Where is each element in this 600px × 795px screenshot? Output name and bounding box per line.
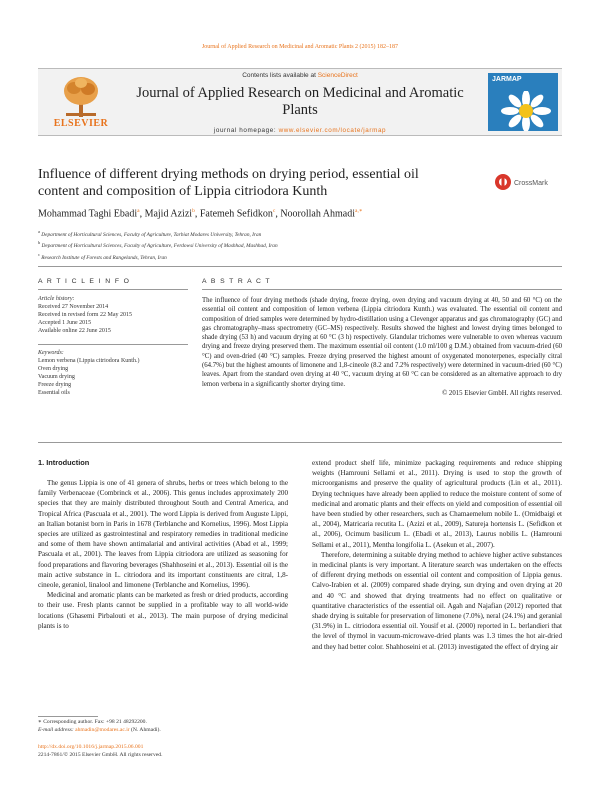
email-link[interactable]: ahmadin@modares.ac.ir xyxy=(75,726,130,733)
history-item: Available online 22 June 2015 xyxy=(38,327,111,334)
paragraph: The genus Lippia is one of 41 genera of shrubs, herbs or trees which belong to the family Verbenaceae (Combrinck et al., 2006). This genus includes approximately 200 species that they are mainly distributed throughout South and Central America, and Tropical Africa (Pascuala et al., 2001). The word Lippia is derived from Auguste Lippi, an Italian botanist born in Paris in 1678 (Terblanche and Kornelius, 1996). Most Lippia species are utilized as gastrointestinal and respiratory remedies in traditional medicine and some of them have shown antimalarial and antiviral activities (Abad et al., 1999; Pascuala et al., 2001). The leaves from Lippia citriodora are utilized as seasoning for food preparations and flavoring beverages (Shahhoseini et al., 2013). Essential oil is the main active substance in L. citriodora and its important constituents are citral, 1,8-cineole, geraniol, linalool and limonene (Terblanche and Kornelius, 1996). xyxy=(38,479,288,590)
body-column-right xyxy=(312,458,562,652)
crossmark-label: CrossMark xyxy=(514,180,548,187)
footnote-rule xyxy=(38,716,98,717)
abstract-text: The influence of four drying methods (shade drying, freeze drying, oven drying and vacuum drying at 40, 50 and 60 °C) on the essential oil content and composition of lemon verbena (Lippia citriodora Kunth.) was evaluated. The essential oil content and composition of dried samples were determined by hydro-distillation using a Clevenger apparatus and gas chromatography (GC) and gas chromatography–mass spectrometry (GC–MS) respectively. Results showed the highest and lowest drying times belonged to shade drying (53 h) and vacuum drying at 60 °C (3 h) respectively. Glandular trichomes were vulnerable to oven whereas vacuum drying and freeze drying preserved them. The maximum essential oil content (1.0 ml/100 g D.M.) obtained from vacuum-dried (60 °C) and oven-dried (40 °C) samples. Freeze drying preserved the highest amount of oxygenated monoterpenes, especially citral (64.7%) but the highest amounts of limonene and 1,8-cineole (8.2 and 7.2% respectively) were determined in vacuum-dried (60 °C) leaves. Apart from the standard oven drying at 40 °C, vacuum drying at 60 °C can be considered as an alternative approach to dry lemon verbena in a significantly shorter drying time. xyxy=(202,297,562,388)
paragraph: Therefore, determining a suitable drying method to achieve higher active substances in medicinal plants is very important. A literature search was undertaken on the effects of different drying methods on essential oil content and composition of Lippia genus. Calvo-Irabien et al. (2009) compared shade drying, sun drying and oven drying at 20 and 40 °C and showed that drying treatments had no effect on qualitative or quantitative characteristics of the essential oil. Agah and Najafian (2012) reported that shade drying is suitable for preservation of limonene (7.0%), neral (24.1%) and geranial (31.9%) in L. citriodora essential oil. Yousif et al. (2000) reported in L. berlandieri that the level of thymol in vacuum-microwave-dried plants was 1.3 times the hot air-dried and they had better color. Shahhoseini et al. (2013) investigated the effect of drying air xyxy=(312,550,562,651)
journal-title: Journal of Applied Research on Medicinal and Aromatic Plants xyxy=(136,85,464,118)
body-column-left xyxy=(38,478,288,631)
keyword: Essential oils xyxy=(38,389,70,396)
corresponding-note: ∗ Corresponding author. Fax: +98 21 48292200. xyxy=(38,719,147,725)
sciencedirect-link[interactable]: ScienceDirect xyxy=(317,72,358,79)
affiliations xyxy=(38,228,278,262)
paragraph: extend product shelf life, minimize packaging requirements and reduce shipping weights (Hamrouni Sellami et al., 2011). Drying is used to stop the growth of microorganisms and preserve the quality of agricultural products (Lin et al., 2011). Drying techniques have already been applied to reduce the moisture content of some of medicinal and aromatic plants and their effects on yield and composition of essential oil have been studied by other researchers, such as Chamaemelum nobile L. (Omidbaigi et al., 2004), Matricaria recutita L. (Azizi et al., 2009), Satureja hortensis L. (Sefidkon et al., 2006), Ocimum basilicum L. (Ebadi et al., 2013), Laurus nobilis L. (Hamrouni Sellami et al., 2011), Mentha longifolia L. (Asekun et al., 2007). xyxy=(312,459,562,549)
keyword: Freeze drying xyxy=(38,381,72,388)
article-title-text: Influence of different drying methods on drying period, essential oil content and composition of Lippia citriodora Kunth xyxy=(38,167,419,199)
homepage-link[interactable]: www.elsevier.com/locate/jarmap xyxy=(278,127,387,134)
publisher-name: ELSEVIER xyxy=(53,118,109,129)
cover-title: JARMAP xyxy=(492,76,522,83)
homepage-prefix: journal homepage: xyxy=(213,127,279,134)
keywords xyxy=(38,350,139,397)
affiliation: $^b$ Department of Horticultural Sciences, Faculty of Agriculture, Ferdowsi University of Mashhad, Mashhad, Iran xyxy=(38,240,278,250)
author-name[interactable]: Mohammad Taghi Ebadi xyxy=(38,208,138,220)
contents-line xyxy=(120,72,480,79)
history-item: Received 27 November 2014 xyxy=(38,303,109,310)
crossmark-icon xyxy=(494,172,560,192)
abstract-heading: A B S T R A C T xyxy=(202,278,271,285)
divider xyxy=(202,289,562,290)
abstract-body xyxy=(202,296,562,398)
doi-block xyxy=(38,744,163,759)
divider xyxy=(38,442,562,443)
affiliation: $^c$ Research Institute of Forests and Rangelands, Tehran, Iran xyxy=(38,251,167,261)
doi-link[interactable]: http://dx.doi.org/10.1016/j.jarmap.2015.06.001 xyxy=(38,744,144,750)
paragraph: Medicinal and aromatic plants can be marketed as fresh or dried products, according to their use. Fresh plants cannot be supplied in a profitable way to all world-wide locations (Ghasemi Pirbalouti et al., 2013). The main purpose of drying medicinal plants is to xyxy=(38,591,288,630)
author-affil-mark: c xyxy=(272,208,276,214)
flower-icon xyxy=(496,91,556,131)
author-name[interactable]: Majid Azizi xyxy=(144,208,193,220)
divider xyxy=(38,266,562,267)
divider xyxy=(38,289,188,290)
history-item: Accepted 1 June 2015 xyxy=(38,319,92,326)
author-affil-mark: a xyxy=(137,208,140,214)
contents-prefix: Contents lists available at xyxy=(242,72,318,79)
author-name[interactable]: Noorollah Ahmadi xyxy=(280,208,356,220)
affiliation: $^a$ Department of Horticultural Sciences, Faculty of Agriculture, Tarbiat Modares University, Tehran, Iran xyxy=(38,229,262,238)
elsevier-tree-icon xyxy=(60,75,102,119)
keyword: Lemon verbena (Lippia citriodora Kunth.) xyxy=(38,357,140,364)
article-info-heading: A R T I C L E I N F O xyxy=(38,278,131,285)
author-affil-mark: a,∗ xyxy=(355,208,363,214)
issn-line: 2214-7861/© 2015 Elsevier GmbH. All rights reserved. xyxy=(38,751,163,758)
email-note: E-mail address: ahmadin@modares.ac.ir (N. Ahmadi). xyxy=(38,726,161,733)
keyword: Vacuum drying xyxy=(38,373,75,380)
author-list: Mohammad Taghi Ebadi$^a$, Majid Azizi$^b$, Fatemeh Sefidkon$^c$, Noorollah Ahmadi$^{a,∗}$ xyxy=(38,208,363,220)
history-label: Article history: xyxy=(38,296,75,302)
journal-homepage xyxy=(120,127,480,134)
keyword: Oven drying xyxy=(38,365,69,372)
elsevier-logo[interactable] xyxy=(42,73,112,131)
footnotes xyxy=(38,719,161,734)
journal-cover[interactable] xyxy=(488,73,558,131)
article-title xyxy=(38,166,458,200)
keywords-label: Keywords: xyxy=(38,350,64,356)
divider xyxy=(38,344,188,345)
abstract-copyright: © 2015 Elsevier GmbH. All rights reserved. xyxy=(442,389,562,397)
article-history xyxy=(38,296,132,336)
history-item: Received in revised form 22 May 2015 xyxy=(38,311,132,318)
section-heading: 1. Introduction xyxy=(38,458,90,467)
running-head[interactable]: Journal of Applied Research on Medicinal and Aromatic Plants 2 (2015) 182–187 xyxy=(201,44,399,50)
crossmark-badge[interactable] xyxy=(494,172,560,192)
author-name[interactable]: Fatemeh Sefidkon xyxy=(199,208,273,220)
author-affil-mark: b xyxy=(192,208,195,214)
journal-banner xyxy=(38,68,562,136)
